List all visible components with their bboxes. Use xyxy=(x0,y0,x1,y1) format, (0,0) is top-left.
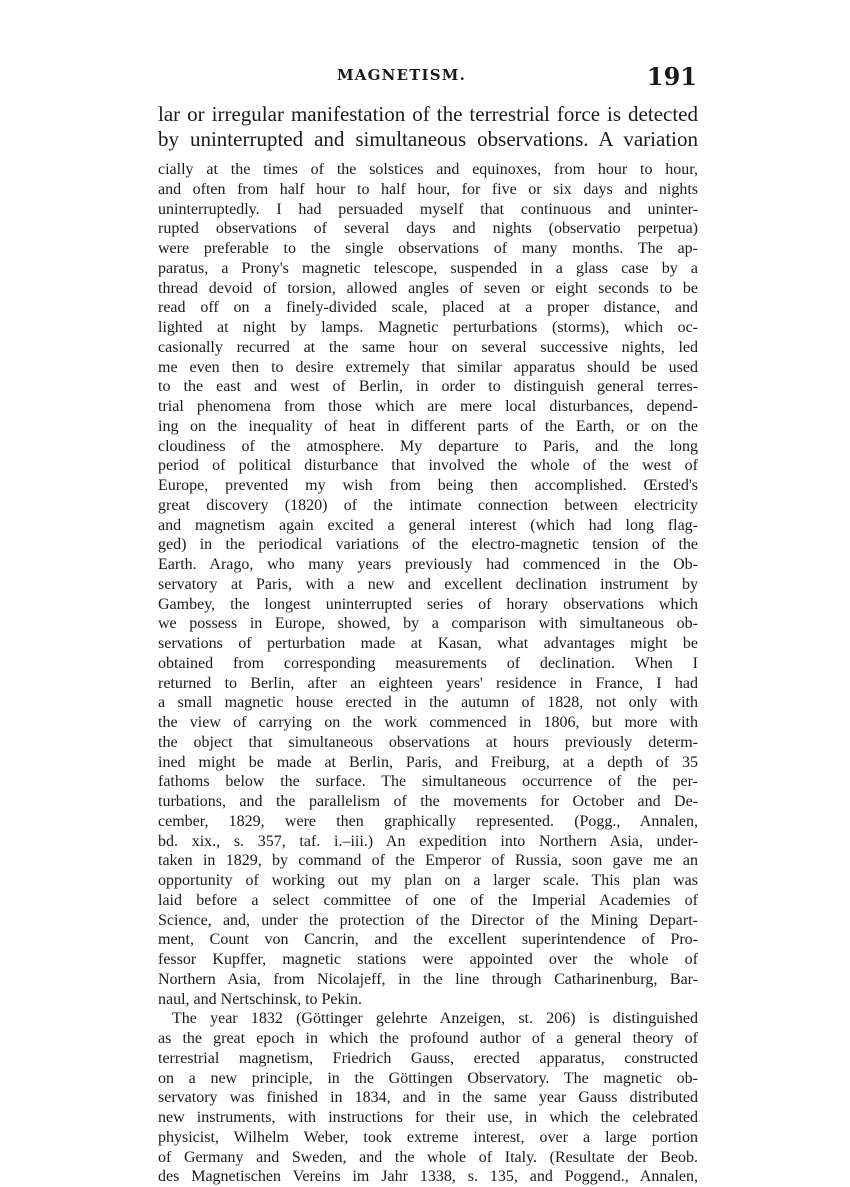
text-line: returned to Berlin, after an eighteen years' residence in France, I had xyxy=(158,674,698,692)
text-line: as the great epoch in which the profound author of a general theory of xyxy=(158,1030,698,1047)
text-line: paratus, a Prony's magnetic telescope, suspended in a glass case by a xyxy=(158,259,698,277)
text-line: thread devoid of torsion, allowed angles of seven or eight seconds to be xyxy=(158,279,698,297)
text-line: des Magnetischen Vereins im Jahr 1338, s. 135, and Poggend., Annalen, xyxy=(158,1168,698,1186)
text-line: cember, 1829, were then graphically represented. (Pogg., Annalen, xyxy=(158,812,698,830)
body-text xyxy=(158,160,698,1187)
text-line: terrestrial magnetism, Friedrich Gauss, erected apparatus, constructed xyxy=(158,1049,698,1067)
text-line: opportunity of working out my plan on a larger scale. This plan was xyxy=(158,872,698,889)
text-line: trial phenomena from those which are mere local disturbances, depend- xyxy=(158,398,698,415)
text-line: Gambey, the longest uninterrupted series of horary observations which xyxy=(158,595,698,613)
paragraph xyxy=(158,160,698,1009)
text-line: naul, and Nertschinsk, to Pekin. xyxy=(158,990,362,1008)
text-line: Science, and, under the protection of the Director of the Mining Depart- xyxy=(158,911,698,929)
text-line: a small magnetic house erected in the autumn of 1828, not only with xyxy=(158,694,698,712)
lead-line: lar or irregular manifestation of the terrestrial force is detected xyxy=(158,102,698,126)
paragraph xyxy=(158,1009,698,1187)
text-line: taken in 1829, by command of the Emperor of Russia, soon gave me an xyxy=(158,852,698,870)
text-line: ment, Count von Cancrin, and the excellent superintendence of Pro- xyxy=(158,931,698,949)
text-line: we possess in Europe, showed, by a comparison with simultaneous ob- xyxy=(158,615,698,633)
text-line: cloudiness of the atmosphere. My departure to Paris, and the long xyxy=(158,437,698,455)
text-line: servations of perturbation made at Kasan, what advantages might be xyxy=(158,635,698,652)
text-line: me even then to desire extremely that similar apparatus should be used xyxy=(158,358,698,376)
lead-text xyxy=(158,102,698,152)
text-line: rupted observations of several days and nights (observatio perpetua) xyxy=(158,220,698,238)
text-line: fessor Kupffer, magnetic stations were appointed over the whole of xyxy=(158,951,698,968)
running-head: MAGNETISM. xyxy=(337,66,467,84)
text-line: bd. xix., s. 357, taf. i.–iii.) An expedition into Northern Asia, under- xyxy=(158,832,698,850)
text-line: casionally recurred at the same hour on several successive nights, led xyxy=(158,338,698,356)
page-number: 191 xyxy=(646,62,697,91)
text-line: period of political disturbance that involved the whole of the west of xyxy=(158,457,698,475)
text-line: ged) in the periodical variations of the electro-magnetic tension of the xyxy=(158,536,698,554)
text-line: were preferable to the single observations of many months. The ap- xyxy=(158,240,698,257)
text-line: fathoms below the surface. The simultaneous occurrence of the per- xyxy=(158,773,698,791)
text-line: great discovery (1820) of the intimate connection between electricity xyxy=(158,496,698,514)
text-line: read off on a finely-divided scale, placed at a proper distance, and xyxy=(158,299,698,317)
text-line: to the east and west of Berlin, in order to distinguish general terres- xyxy=(158,378,698,396)
text-line: physicist, Wilhelm Weber, took extreme interest, over a large portion xyxy=(158,1128,698,1146)
text-line: servatory at Paris, with a new and excellent declination instrument by xyxy=(158,575,698,593)
text-line: ing on the inequality of heat in different parts of the Earth, or on the xyxy=(158,417,698,435)
text-line: servatory was finished in 1834, and in the same year Gauss distributed xyxy=(158,1089,698,1107)
text-line: the view of carrying on the work commenced in 1806, but more with xyxy=(158,714,698,731)
text-line: and often from half hour to half hour, for five or six days and nights xyxy=(158,180,698,198)
text-line: obtained from corresponding measurements of declination. When I xyxy=(158,654,698,672)
text-line: laid before a select committee of one of the Imperial Academies of xyxy=(158,891,698,909)
text-line: ined might be made at Berlin, Paris, and Freiburg, at a depth of 35 xyxy=(158,753,698,771)
lead-line: by uninterrupted and simultaneous observations. A variation xyxy=(158,127,698,151)
text-line: Northern Asia, from Nicolajeff, in the line through Catharinenburg, Bar- xyxy=(158,970,698,988)
text-line: the object that simultaneous observations at hours previously determ- xyxy=(158,733,698,751)
text-line: new instruments, with instructions for their use, in which the celebrated xyxy=(158,1109,698,1126)
text-line: Earth. Arago, who many years previously had commenced in the Ob- xyxy=(158,556,698,573)
text-line: on a new principle, in the Göttingen Observatory. The magnetic ob- xyxy=(158,1069,698,1087)
text-line: turbations, and the parallelism of the movements for October and De- xyxy=(158,793,698,810)
text-line: The year 1832 (Göttinger gelehrte Anzeigen, st. 206) is distinguished xyxy=(172,1010,698,1028)
text-line: cially at the times of the solstices and equinoxes, from hour to hour, xyxy=(158,161,698,178)
text-line: Europe, prevented my wish from being then accomplished. Œrsted's xyxy=(158,477,698,494)
text-line: and magnetism again excited a general interest (which had long flag- xyxy=(158,516,698,534)
text-line: lighted at night by lamps. Magnetic perturbations (storms), which oc- xyxy=(158,319,698,336)
page-header xyxy=(157,62,697,92)
text-line: uninterruptedly. I had persuaded myself that continuous and uninter- xyxy=(158,200,698,218)
text-line: of Germany and Sweden, and the whole of Italy. (Resultate der Beob. xyxy=(158,1148,698,1166)
